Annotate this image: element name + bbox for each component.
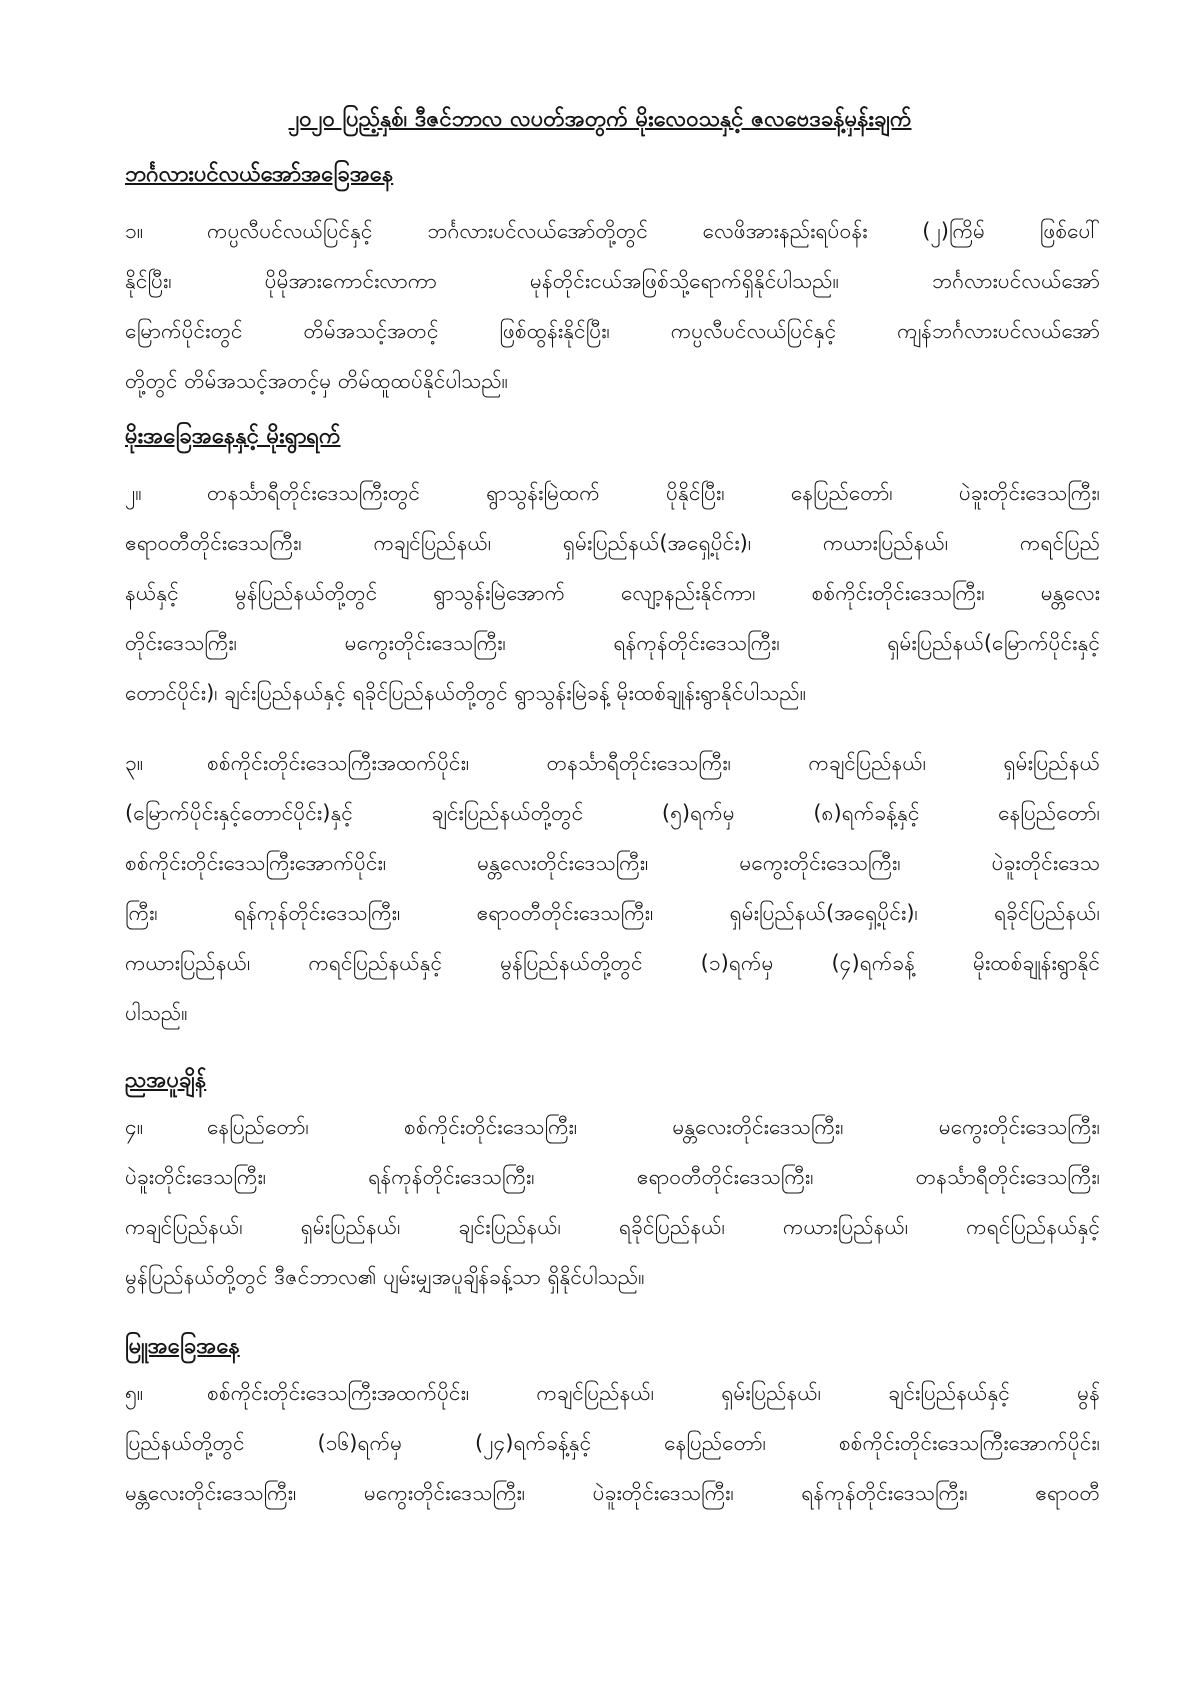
section-rainfall	[125, 420, 1100, 1038]
paragraph-line: ပြည်နယ်တို့တွင် (၁၆)ရက်မှ (၂၄)ရက်ခန့်နှင့် နေပြည်တော်၊ စစ်ကိုင်းတိုင်းဒေသကြီးအောက်ပိုင်း၊	[125, 1431, 1100, 1455]
paragraph-line: စစ်ကိုင်းတိုင်းဒေသကြီးအထက်ပိုင်း၊ ကချင်ပြည်နယ်၊ ရှမ်းပြည်နယ်၊ ချင်းပြည်နယ်နှင့် မွန်	[207, 1381, 1100, 1405]
paragraph-4	[125, 1102, 1100, 1302]
section-heading: မိုးအခြေအနေနှင့် မိုးရွာရက်	[125, 424, 341, 449]
paragraph-number: ၄။	[125, 1115, 144, 1139]
paragraph-line: (မြောက်ပိုင်းနှင့်တောင်ပိုင်း)နှင့် ချင်းပြည်နယ်တို့တွင် (၅)ရက်မှ (၈)ရက်ခန့်နှင့် နေပြည်တော်၊	[125, 801, 1100, 825]
section-heading: ညအပူချိန်	[125, 1068, 207, 1093]
paragraph-line: မန္တလေးတိုင်းဒေသကြီး၊ မကွေးတိုင်းဒေသကြီး၊ ပဲခူးတိုင်းဒေသကြီး၊ ရန်ကုန်တိုင်းဒေသကြီး၊ ဧရာဝတီ	[125, 1481, 1100, 1505]
paragraph-line: တောင်ပိုင်း)၊ ချင်းပြည်နယ်နှင့် ရခိုင်ပြည်နယ်တို့တွင် ရွာသွန်းမြဲခန့် မိုးထစ်ချုန်းရွာနိုင်ပါသည်။	[125, 681, 807, 705]
paragraph-number: ၁။	[125, 219, 144, 243]
paragraph-line: ကယားပြည်နယ်၊ ကရင်ပြည်နယ်နှင့် မွန်ပြည်နယ်တို့တွင် (၁)ရက်မှ (၄)ရက်ခန့် မိုးထစ်ချုန်းရွာနိုင်	[125, 951, 1100, 975]
section-bay-of-bengal	[125, 158, 1100, 406]
paragraph-number: ၂။	[125, 481, 142, 505]
paragraph-line: စစ်ကိုင်းတိုင်းဒေသကြီးအောက်ပိုင်း၊ မန္တလေးတိုင်းဒေသကြီး၊ မကွေးတိုင်းဒေသကြီး၊ ပဲခူးတိုင်းဒေသ	[125, 851, 1100, 875]
paragraph-line: တိုင်းဒေသကြီး၊ မကွေးတိုင်းဒေသကြီး၊ ရန်ကုန်တိုင်းဒေသကြီး၊ ရှမ်းပြည်နယ်(မြောက်ပိုင်းနှင့်	[125, 631, 1100, 655]
paragraph-line: မွန်ပြည်နယ်တို့တွင် ဒီဇင်ဘာလ၏ ပျမ်းမျှအပူချိန်ခန့်သာ ရှိနိုင်ပါသည်။	[125, 1265, 645, 1289]
paragraph-3	[125, 738, 1100, 1038]
section-fog	[125, 1330, 1100, 1518]
paragraph-line: စစ်ကိုင်းတိုင်းဒေသကြီးအထက်ပိုင်း၊ တနင်္သာရီတိုင်းဒေသကြီး၊ ကချင်ပြည်နယ်၊ ရှမ်းပြည်နယ်	[207, 751, 1100, 775]
section-heading: ဘင်္ဂလားပင်လယ်အော်အခြေအနေ	[125, 162, 394, 187]
paragraph-5	[125, 1368, 1100, 1518]
paragraph-number: ၅။	[125, 1381, 144, 1405]
paragraph-line: နေပြည်တော်၊ စစ်ကိုင်းတိုင်းဒေသကြီး၊ မန္တလေးတိုင်းဒေသကြီး၊ မကွေးတိုင်းဒေသကြီး၊	[207, 1115, 1100, 1139]
paragraph-line: ကြီး၊ ရန်ကုန်တိုင်းဒေသကြီး၊ ဧရာဝတီတိုင်းဒေသကြီး၊ ရှမ်းပြည်နယ်(အရှေ့ပိုင်း)၊ ရခိုင်ပြည်နယ်၊	[125, 901, 1100, 925]
paragraph-line: နယ်နှင့် မွန်ပြည်နယ်တို့တွင် ရွာသွန်းမြဲအောက် လျော့နည်းနိုင်ကာ၊ စစ်ကိုင်းတိုင်းဒေသကြီး၊ မန္တလေး	[125, 581, 1100, 605]
paragraph-line: တနင်္သာရီတိုင်းဒေသကြီးတွင် ရွာသွန်းမြဲထက် ပိုနိုင်ပြီး၊ နေပြည်တော်၊ ပဲခူးတိုင်းဒေသကြီး၊	[207, 481, 1100, 505]
paragraph-1	[125, 206, 1100, 406]
paragraph-line: ကပ္ပလီပင်လယ်ပြင်နှင့် ဘင်္ဂလားပင်လယ်အော်တို့တွင် လေဖိအားနည်းရပ်ဝန်း (၂)ကြိမ် ဖြစ်ပေါ်	[207, 219, 1100, 243]
paragraph-line: ပါသည်။	[125, 1001, 188, 1025]
paragraph-line: မြောက်ပိုင်းတွင် တိမ်အသင့်အတင့် ဖြစ်ထွန်းနိုင်ပြီး၊ ကပ္ပလီပင်လယ်ပြင်နှင့် ကျန်ဘင်္ဂလားပင်လယ်အော်	[125, 319, 1100, 343]
section-night-temperature	[125, 1064, 1100, 1302]
paragraph-2	[125, 468, 1100, 718]
paragraph-line: ပဲခူးတိုင်းဒေသကြီး၊ ရန်ကုန်တိုင်းဒေသကြီး၊ ဧရာဝတီတိုင်းဒေသကြီး၊ တနင်္သာရီတိုင်းဒေသကြီး၊	[125, 1165, 1100, 1189]
paragraph-line: ဧရာဝတီတိုင်းဒေသကြီး၊ ကချင်ပြည်နယ်၊ ရှမ်းပြည်နယ်(အရှေ့ပိုင်း)၊ ကယားပြည်နယ်၊ ကရင်ပြည်	[125, 531, 1100, 555]
paragraph-line: နိုင်ပြီး၊ ပိုမိုအားကောင်းလာကာ မုန်တိုင်းငယ်အဖြစ်သို့ရောက်ရှိနိုင်ပါသည်။ ဘင်္ဂလားပင်လယ်အော်	[125, 269, 1100, 293]
paragraph-line: ကချင်ပြည်နယ်၊ ရှမ်းပြည်နယ်၊ ချင်းပြည်နယ်၊ ရခိုင်ပြည်နယ်၊ ကယားပြည်နယ်၊ ကရင်ပြည်နယ်နှင့်	[125, 1215, 1100, 1239]
paragraph-line: တို့တွင် တိမ်အသင့်အတင့်မှ တိမ်ထူထပ်နိုင်ပါသည်။	[125, 369, 509, 393]
paragraph-number: ၃။	[125, 751, 144, 775]
document-title: ၂၀၂၀ ပြည့်နှစ်၊ ဒီဇင်ဘာလ လပတ်အတွက် မိုးလေဝသနှင့် ဇလဗေဒခန့်မှန်းချက်	[288, 107, 912, 132]
section-heading: မြူအခြေအနေ	[125, 1334, 240, 1359]
